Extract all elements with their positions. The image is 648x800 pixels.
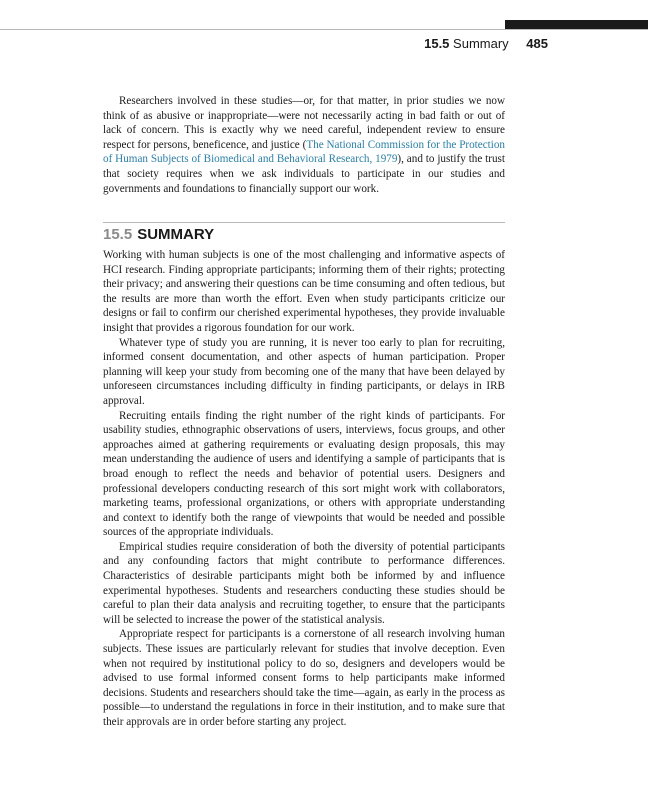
summary-body: [103, 248, 505, 730]
intro-paragraph: [103, 94, 505, 196]
section-heading: [103, 226, 214, 243]
summary-paragraph: Appropriate respect for participants is a cornerstone of all research involving human subjects. These issues are particularly relevant for studies that involve deception. Even when not required by institutional policy to do so, designers and developers would be advised to use formal informed consent forms to help participants make informed decisions. Students and researchers should take the time—again, as early in the process as possible—to understand the regulations in force in their institution, and to make sure that their approvals are in order before starting any project.: [103, 628, 505, 728]
section-number: 15.5: [103, 226, 133, 243]
citation-link[interactable]: The National Commission for the Protection of Human Subjects of Biomedical and Behavioral Research, 1979: [103, 138, 505, 166]
intro-text-before-link: Researchers involved in these studies—or, for that matter, in prior studies we now think of as abusive or inappropriate—were not necessarily acting in bad faith or out of lack of concern. This is exactly why we need careful, independent review to ensure respect for persons, beneficence, and justice (: [103, 95, 505, 151]
summary-paragraph: Working with human subjects is one of the most challenging and informative aspects of HCI research. Finding appropriate participants; informing them of their rights; protecting their privacy; and answering their questions can be time consuming and often tedious, but the results are more than worth the effort. Even when study participants criticize our designs or fail to confirm our cherished experimental hypotheses, they provide invaluable insight that provides a rigorous foundation for our work.: [103, 249, 505, 334]
page-number: 485: [526, 36, 548, 51]
summary-paragraph: Recruiting entails finding the right number of the right kinds of participants. For usability studies, ethnographic observations of users, interviews, focus groups, and other approaches aimed at gathering requirements or evaluating design proposals, this may mean understanding the audience of users and identifying a sample of participants that is broad enough to reflect the needs and behavior of potential users. Designers and professional developers conducting research of this sort might work with collaborators, marketing teams, professional organizations, or others with appropriate understanding and context to identify both the range of viewpoints that would be needed and possible sources of the appropriate individuals.: [103, 409, 505, 539]
summary-paragraph: Whatever type of study you are running, it is never too early to plan for recruiting, informed consent documentation, and other aspects of human participation. Proper planning will keep your study from becoming one of the many that have been delayed by unforeseen circumstances including difficulty in finding participants, or delays in IRB approval.: [103, 336, 505, 407]
intro-text-after-link: ), and to justify the trust that society requires when we ask individuals to participate in our studies and governments and foundations to financially support our work.: [103, 153, 505, 195]
running-head-section-title: Summary: [453, 36, 509, 51]
section-divider: [103, 222, 505, 223]
header-rule: [0, 29, 648, 30]
section-title: SUMMARY: [137, 226, 215, 243]
intro-text: [103, 94, 505, 196]
running-head-section-number: 15.5: [424, 36, 450, 51]
running-head: [424, 36, 548, 51]
summary-paragraph: Empirical studies require consideration of both the diversity of potential participants and any confounding factors that might contribute to performance differences. Characteristics of desirable participants might both be informed by and influence experimental hypotheses. Students and researchers conducting these studies should be careful to plan their data analysis and recruiting together, to ensure that the participants will be selected to increase the power of the statistical analysis.: [103, 540, 505, 626]
